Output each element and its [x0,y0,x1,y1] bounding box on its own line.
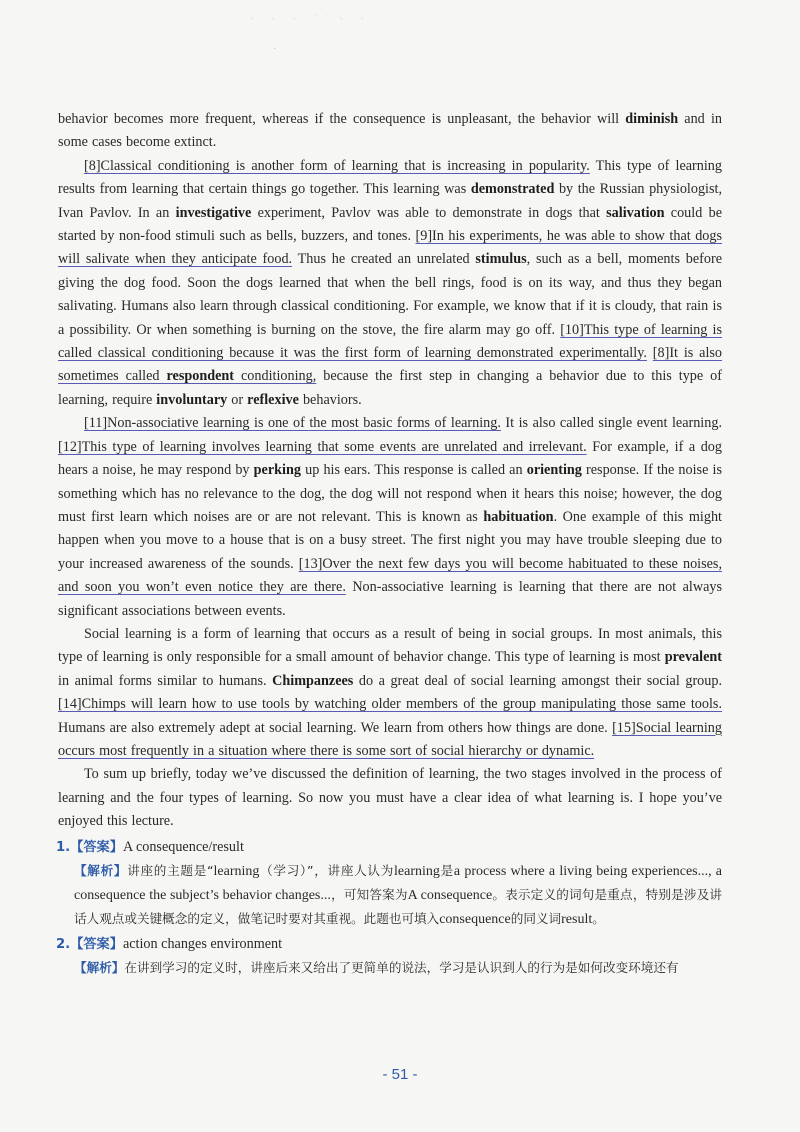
bold-term: investigative [175,204,252,221]
explanation-run: consequence [439,911,511,927]
answer-item-1 [58,836,722,931]
explanation-run: 是 [439,862,454,878]
bold-term: habituation [483,508,554,525]
bold-term: orienting [526,462,582,479]
underlined-sentence: [9]In his experiments, he was able to show that dogs will salivate when they anticipate food. [58,228,722,268]
scan-speck: · [273,44,277,55]
answer-text: action changes environment [122,935,283,952]
underlined-sentence: [8]Classical conditioning is another form of learning that is increasing in popularity. [84,157,590,174]
text-run: Thus he created an unrelated [292,251,476,268]
bold-term: demonstrated [470,181,555,198]
bleed-through-text: 、 、 、 · · 、 、 [250,8,375,20]
answer-line [58,933,722,956]
text-run: up his ears. This response is called an [300,462,527,479]
text-run: and in some cases become extinct. [58,111,722,151]
explanation-run: A consequence [407,887,493,903]
underlined-sentence: [15]Social learning occurs most frequently in a situation where there is some sort of social hierarchy or dynamic. [58,719,722,759]
bold-term: diminish [625,111,679,127]
explanation-tag: 【解析】 [74,862,128,878]
text-run: It is also called single event learning. [500,415,722,432]
answer-text: A consequence/result [122,838,244,855]
text-run: , such as a bell, moments before giving the dog food. Soon the dogs learned that when the bell rings, food is on its way, and thus they began salivating. Humans also learn through classical conditioning. For example, we know that if it is cloudy, that rain is a possibility. Or when something is burning on the stove, the fire alarm may go off. [58,251,722,338]
text-run: Humans are also extremely adept at social learning. We learn from others how things are done. [58,719,613,736]
explanation-run: learning [394,863,440,879]
paragraph-summary [58,763,722,833]
text-run: To sum up briefly, today we’ve discussed the definition of learning, the two stages involved in the process of learning and the four types of learning. So now you must have a clear idea of what learning is. I hope you’ve enjoyed this lecture. [58,766,722,830]
explanation-run: 。 [592,910,605,926]
underlined-sentence: [13]Over the next few days you will become habituated to these noises, and soon you won’t even notice they are there. [58,555,722,596]
text-run: . One example of this might happen when you move to a house that is on a busy street. The first night you may have trouble sleeping due to your increased awareness of the sounds. [58,508,722,572]
question-number: 1. [56,839,71,855]
text-run: experiment, Pavlov was able to demonstrate in dogs that [251,204,607,221]
explanation-run: learning [213,863,260,879]
explanation-run: 在讲到学习的定义时，讲座后来又给出了更简单的说法，学习是认识到人的行为是如何改变环境还有 [124,959,679,975]
bold-term: perking [253,462,301,479]
text-run: Non-associative learning is learning that there are not always significant associations between events. [58,579,722,619]
explanation-tag: 【解析】 [74,959,125,975]
explanation-run: ，可知答案为 [330,886,408,902]
explanation-run: 。表示定义的词句是重点，特别是涉及讲话人观点或关键概念的定义，做笔记时要对其重视。此题也可填入 [74,886,723,926]
explanation-run: 的同义词 [510,910,562,926]
bold-term: reflexive [247,391,299,408]
text-run: behaviors. [298,391,362,408]
bold-term: prevalent [664,649,722,666]
text-run: or [227,391,248,408]
answer-item-2 [58,933,722,979]
underlined-sentence: respondent [166,368,235,385]
text-run: response. If the noise is something which has no relevance to the dog, the dog will not respond when it hears this noise; however, the dog must first learn which noises are or are not relevant. This is known as [58,462,722,525]
underlined-sentence: [11]Non-associative learning is one of the most basic forms of learning. [84,415,501,432]
text-run: Social learning is a form of learning that occurs as a result of being in social groups. In most animals, this type of learning is only responsible for a small amount of behavior change. This type of learning is most [58,625,722,666]
paragraph-operant-ending [58,108,722,155]
explanation-line [58,859,722,931]
underlined-sentence: conditioning, [234,368,317,385]
answer-line [58,836,722,859]
text-run: in animal forms similar to humans. [58,672,273,689]
text-run: because the first step in changing a behavior due to this type of learning, require [58,368,722,408]
bold-term: Chimpanzees [272,672,354,689]
explanation-text [124,960,678,975]
explanation-run: （学习）”，讲座人认为 [259,862,395,878]
explanation-run: a process where a living being experiences..., a consequence the subject’s behavior changes... [74,863,723,903]
question-number: 2. [56,936,71,952]
underlined-sentence: [10]This type of learning is called classical conditioning because it was the first form of learning demonstrated experimentally. [58,321,722,362]
explanation-run: 讲座的主题是“ [127,862,214,878]
answer-tag: 【答案】 [70,839,123,855]
text-run: could be started by non-food stimuli such as bells, buzzers, and tones. [58,204,722,245]
explanation-run: result [561,911,593,927]
page-number: - 51 - [382,1066,418,1083]
underlined-sentence: [8]It is also sometimes called [58,345,723,385]
text-run: do a great deal of social learning amongst their social group. [353,672,722,689]
paragraph-social-learning [58,623,722,763]
text-run: This type of learning results from learning that certain things go together. This learning was [58,157,722,198]
page-content [58,108,722,979]
text-run: behavior becomes more frequent, whereas if the consequence is unpleasant, the behavior will [58,111,626,127]
paragraph-non-associative [58,412,722,623]
bold-term: salivation [606,204,665,221]
underlined-sentence: [14]Chimps will learn how to use tools by watching older members of the group manipulating those same tools. [58,696,722,713]
explanation-text [74,863,722,926]
paragraph-classical-conditioning [58,155,722,412]
explanation-line [58,956,722,979]
text-run: by the Russian physiologist, Ivan Pavlov. In an [58,181,723,221]
answer-tag: 【答案】 [70,936,123,952]
bold-term: involuntary [156,391,228,408]
bold-term: stimulus [475,251,527,268]
underlined-sentence: [12]This type of learning involves learning that some events are unrelated and irrelevant. [58,438,587,455]
text-run: For example, if a dog hears a noise, he may respond by [58,438,722,479]
